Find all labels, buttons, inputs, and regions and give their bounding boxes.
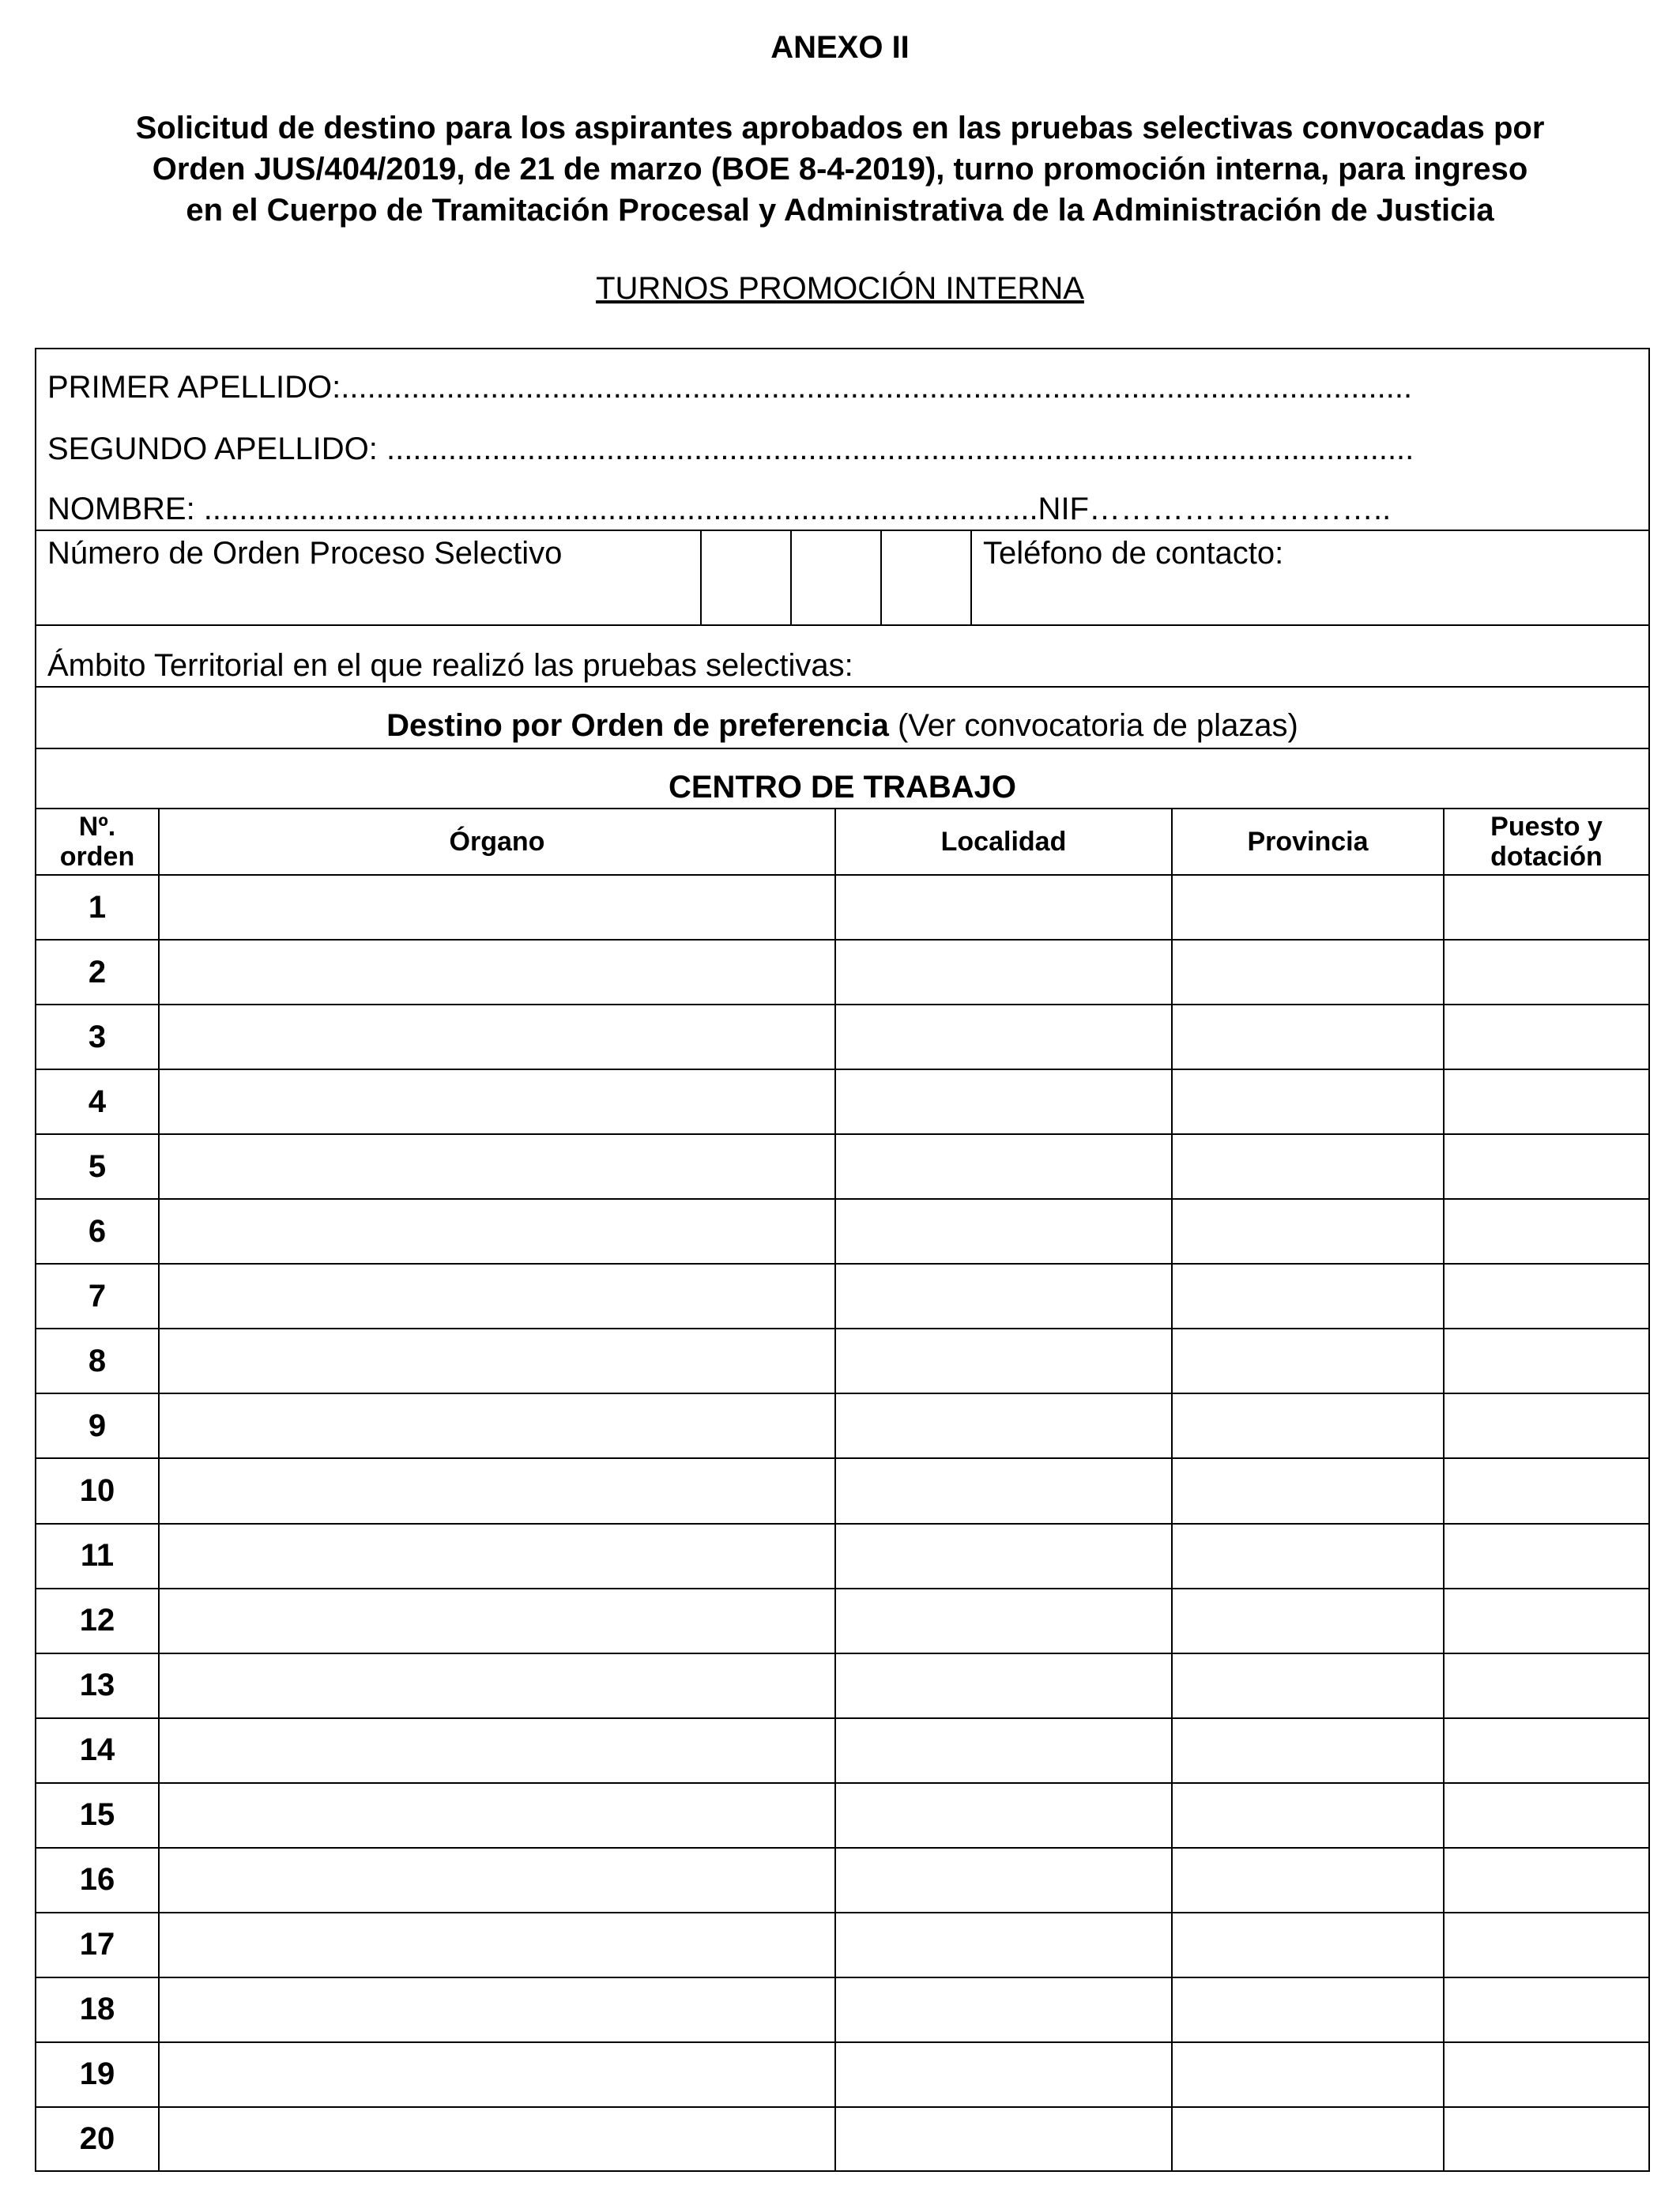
localidad-cell[interactable]: [836, 1784, 1171, 1847]
document-subtitle: [40, 107, 1640, 231]
subtitle-line-1: Solicitud de destino para los aspirantes aprobados en las pruebas selectivas convocadas por: [135, 111, 1545, 145]
provincia-cell[interactable]: [1173, 1978, 1443, 2041]
provincia-cell[interactable]: [1173, 1265, 1443, 1328]
table-row: [36, 1394, 1648, 1457]
puesto-cell[interactable]: [1445, 1135, 1648, 1198]
table-row: [36, 1719, 1648, 1782]
localidad-cell[interactable]: [836, 1070, 1171, 1133]
puesto-cell[interactable]: [1445, 1459, 1648, 1522]
localidad-cell[interactable]: [836, 1200, 1171, 1263]
column-header-orden-line-2: orden: [59, 842, 135, 872]
localidad-cell[interactable]: [836, 1913, 1171, 1977]
puesto-cell[interactable]: [1445, 1525, 1648, 1588]
organo-cell[interactable]: [160, 1200, 834, 1263]
row-number: 19: [79, 2056, 115, 2092]
ambito-field[interactable]: Ámbito Territorial en el que realizó las pruebas selectivas:: [47, 648, 853, 683]
column-header-provincia: Provincia: [1247, 827, 1369, 857]
table-row: [36, 1589, 1648, 1653]
row-number: 11: [80, 1538, 115, 1574]
provincia-cell[interactable]: [1173, 1394, 1443, 1457]
column-header-puesto-line-2: dotación: [1490, 842, 1603, 872]
row-number: 2: [88, 954, 107, 990]
localidad-cell[interactable]: [836, 1005, 1171, 1069]
localidad-cell[interactable]: [836, 1978, 1171, 2041]
divider: [970, 530, 972, 624]
subtitle-line-2: Orden JUS/404/2019, de 21 de marzo (BOE 8-4-2019), turno promoción interna, para ingreso: [152, 152, 1528, 187]
subtitle-line-3: en el Cuerpo de Tramitación Procesal y Administrativa de la Administración de Justicia: [186, 193, 1494, 228]
table-row: [36, 1005, 1648, 1069]
provincia-cell[interactable]: [1173, 876, 1443, 939]
organo-cell[interactable]: [160, 1784, 834, 1847]
organo-cell[interactable]: [160, 1589, 834, 1653]
application-form: [35, 348, 1650, 2172]
organo-cell[interactable]: [160, 1525, 834, 1588]
organo-cell[interactable]: [160, 1070, 834, 1133]
destino-heading-bold: Destino por Orden de preferencia: [386, 708, 889, 743]
provincia-cell[interactable]: [1173, 1070, 1443, 1133]
nombre-nif-field[interactable]: NOMBRE: ...............................................................................................NIF………………………..: [47, 492, 1392, 526]
numero-orden-box-2[interactable]: [792, 531, 880, 624]
table-row: [36, 1525, 1648, 1588]
organo-cell[interactable]: [160, 876, 834, 939]
provincia-cell[interactable]: [1173, 941, 1443, 1004]
row-number: 13: [79, 1668, 115, 1703]
puesto-cell[interactable]: [1445, 1784, 1648, 1847]
column-header-orden: [36, 809, 158, 874]
organo-cell[interactable]: [160, 1329, 834, 1393]
divider: [36, 686, 1648, 688]
localidad-cell[interactable]: [836, 1589, 1171, 1653]
row-number: 8: [88, 1343, 107, 1378]
provincia-cell[interactable]: [1173, 2043, 1443, 2106]
puesto-cell[interactable]: [1445, 876, 1648, 939]
organo-cell[interactable]: [160, 2043, 834, 2106]
puesto-cell[interactable]: [1445, 1654, 1648, 1717]
provincia-cell[interactable]: [1173, 1589, 1443, 1653]
puesto-cell[interactable]: [1445, 1070, 1648, 1133]
provincia-cell[interactable]: [1173, 1329, 1443, 1393]
organo-cell[interactable]: [160, 1913, 834, 1977]
row-number: 6: [88, 1213, 107, 1249]
puesto-cell[interactable]: [1445, 1329, 1648, 1393]
organo-cell[interactable]: [160, 1654, 834, 1717]
puesto-cell[interactable]: [1445, 1005, 1648, 1069]
column-header-organo: Órgano: [449, 827, 545, 857]
puesto-cell[interactable]: [1445, 1265, 1648, 1328]
provincia-cell[interactable]: [1173, 1135, 1443, 1198]
organo-cell[interactable]: [160, 1459, 834, 1522]
numero-orden-box-1[interactable]: [702, 531, 790, 624]
table-row: [36, 1070, 1648, 1133]
localidad-cell[interactable]: [836, 1135, 1171, 1198]
provincia-cell[interactable]: [1173, 1719, 1443, 1782]
organo-cell[interactable]: [160, 1978, 834, 2041]
centro-trabajo-heading: CENTRO DE TRABAJO: [668, 770, 1017, 805]
row-number: 1: [88, 889, 107, 925]
puesto-cell[interactable]: [1445, 2108, 1648, 2171]
row-number: 18: [79, 1992, 115, 2027]
puesto-cell[interactable]: [1445, 941, 1648, 1004]
row-number: 16: [79, 1862, 115, 1898]
provincia-cell[interactable]: [1173, 1459, 1443, 1522]
table-row: [36, 941, 1648, 1004]
column-header-puesto: [1445, 809, 1648, 874]
localidad-cell[interactable]: [836, 1654, 1171, 1717]
puesto-cell[interactable]: [1445, 1978, 1648, 2041]
organo-cell[interactable]: [160, 1005, 834, 1069]
localidad-cell[interactable]: [836, 941, 1171, 1004]
localidad-cell[interactable]: [836, 1394, 1171, 1457]
localidad-cell[interactable]: [836, 2108, 1171, 2171]
destino-heading-note: (Ver convocatoria de plazas): [888, 708, 1298, 743]
row-number: 17: [79, 1927, 115, 1962]
organo-cell[interactable]: [160, 1849, 834, 1912]
row-number: 4: [88, 1084, 107, 1119]
organo-cell[interactable]: [160, 1135, 834, 1198]
puesto-cell[interactable]: [1445, 1394, 1648, 1457]
turn-title: TURNOS PROMOCIÓN INTERNA: [596, 271, 1084, 306]
row-number: 3: [88, 1019, 107, 1054]
table-row: [36, 2043, 1648, 2106]
table-row: [36, 1978, 1648, 2041]
annex-title: ANEXO II: [770, 30, 910, 65]
organo-cell[interactable]: [160, 941, 834, 1004]
provincia-cell[interactable]: [1173, 1525, 1443, 1588]
localidad-cell[interactable]: [836, 1329, 1171, 1393]
telefono-field[interactable]: Teléfono de contacto:: [983, 536, 1284, 571]
column-header-localidad: Localidad: [940, 827, 1067, 857]
provincia-cell[interactable]: [1173, 1005, 1443, 1069]
row-number: 9: [88, 1408, 107, 1443]
table-row: [36, 1329, 1648, 1393]
divider: [36, 748, 1648, 749]
provincia-cell[interactable]: [1173, 1654, 1443, 1717]
organo-cell[interactable]: [160, 1265, 834, 1328]
table-row: [36, 2108, 1648, 2171]
row-number: 5: [88, 1148, 107, 1184]
provincia-cell[interactable]: [1173, 1849, 1443, 1912]
segundo-apellido-field[interactable]: SEGUNDO APELLIDO: .....................................................................................................................: [47, 432, 1414, 466]
table-row: [36, 1849, 1648, 1912]
table-row: [36, 876, 1648, 939]
table-row: [36, 1265, 1648, 1328]
localidad-cell[interactable]: [836, 1265, 1171, 1328]
puesto-cell[interactable]: [1445, 1200, 1648, 1263]
divider: [36, 624, 1648, 626]
organo-cell[interactable]: [160, 1394, 834, 1457]
row-number: 20: [79, 2121, 115, 2157]
localidad-cell[interactable]: [836, 1719, 1171, 1782]
organo-cell[interactable]: [160, 1719, 834, 1782]
destino-heading: [36, 707, 1648, 745]
table-row: [36, 1135, 1648, 1198]
puesto-cell[interactable]: [1445, 1589, 1648, 1653]
puesto-cell[interactable]: [1445, 2043, 1648, 2106]
organo-cell[interactable]: [160, 2108, 834, 2171]
primer-apellido-field[interactable]: PRIMER APELLIDO:..........................................................................................................................: [47, 370, 1413, 405]
table-row: [36, 1459, 1648, 1522]
puesto-cell[interactable]: [1445, 1913, 1648, 1977]
table-row: [36, 1913, 1648, 1977]
provincia-cell[interactable]: [1173, 1913, 1443, 1977]
table-row: [36, 1784, 1648, 1847]
row-number: 7: [88, 1278, 107, 1314]
column-header-puesto-line-1: Puesto y: [1490, 812, 1603, 842]
provincia-cell[interactable]: [1173, 1200, 1443, 1263]
localidad-cell[interactable]: [836, 1849, 1171, 1912]
provincia-cell[interactable]: [1173, 2108, 1443, 2171]
localidad-cell[interactable]: [836, 2043, 1171, 2106]
row-number: 10: [79, 1472, 115, 1508]
localidad-cell[interactable]: [836, 1525, 1171, 1588]
row-number: 15: [79, 1797, 115, 1833]
localidad-cell[interactable]: [836, 1459, 1171, 1522]
table-row: [36, 1200, 1648, 1263]
localidad-cell[interactable]: [836, 876, 1171, 939]
column-header-orden-line-1: Nº.: [78, 812, 116, 842]
puesto-cell[interactable]: [1445, 1849, 1648, 1912]
numero-orden-box-3[interactable]: [882, 531, 970, 624]
provincia-cell[interactable]: [1173, 1784, 1443, 1847]
row-number: 14: [79, 1732, 115, 1768]
numero-orden-label: Número de Orden Proceso Selectivo: [47, 536, 563, 571]
puesto-cell[interactable]: [1445, 1719, 1648, 1782]
row-number: 12: [79, 1603, 115, 1638]
table-row: [36, 1654, 1648, 1717]
